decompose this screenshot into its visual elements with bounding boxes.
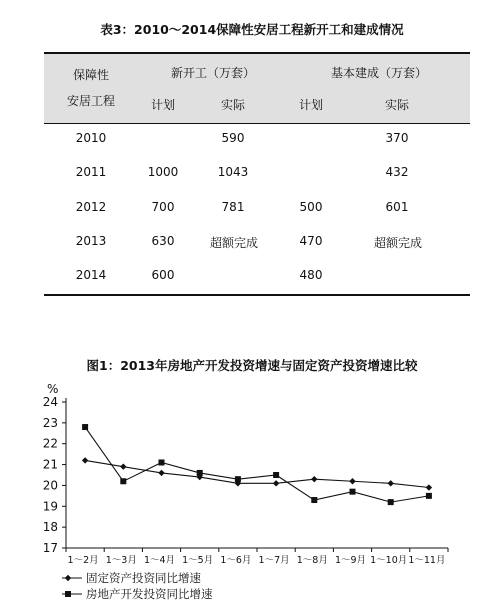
cell-new-actual: 590 (221, 131, 245, 145)
data-point-diamond (120, 463, 126, 469)
data-point-diamond (426, 484, 432, 490)
data-point-diamond (388, 480, 394, 486)
header-new-start: 新开工（万套） (170, 66, 255, 80)
chart-title: 图1：2013年房地产开发投资增速与固定资产投资增速比较 (86, 358, 418, 373)
data-point-diamond (158, 470, 164, 476)
data-point-diamond (349, 478, 355, 484)
data-point-square (65, 591, 71, 597)
chart-axes (43, 382, 448, 566)
header-basic-built: 基本建成（万套） (330, 66, 427, 80)
cell-year: 2011 (75, 165, 107, 179)
cell-built-plan: 500 (299, 200, 323, 214)
table-bottom-rule (44, 294, 470, 296)
cell-built-plan: 480 (299, 268, 323, 282)
data-point-diamond (65, 575, 71, 581)
series-2 (82, 424, 432, 505)
cell-year: 2012 (75, 200, 107, 214)
x-tick-label: 1～5月 (182, 555, 214, 566)
series-1 (82, 457, 432, 491)
y-tick-label: 24 (42, 395, 58, 409)
series-line (85, 460, 429, 487)
x-tick-label: 1～8月 (296, 555, 328, 566)
y-tick-label: 21 (42, 457, 58, 472)
y-tick-label: 23 (42, 415, 58, 430)
cell-built-actual: 601 (385, 200, 409, 214)
y-axis-unit-label: % (47, 382, 59, 396)
data-point-diamond (273, 480, 279, 486)
housing-table (44, 52, 470, 297)
cell-year: 2010 (75, 131, 107, 145)
x-tick-label: 1～11月 (408, 555, 446, 566)
data-point-square (159, 459, 165, 465)
table-title: 表3：2010～2014保障性安居工程新开工和建成情况 (100, 22, 404, 37)
cell-new-actual: 1043 (217, 165, 249, 179)
y-tick-label: 22 (42, 436, 58, 451)
data-point-square (235, 476, 241, 482)
chart-legend (62, 571, 213, 601)
data-point-square (120, 478, 126, 484)
cell-built-actual: 432 (385, 165, 409, 179)
cell-new-plan: 630 (151, 234, 175, 248)
x-tick-label: 1～9月 (334, 555, 367, 566)
data-point-square (350, 489, 356, 495)
header-built-actual: 实际 (384, 98, 409, 112)
data-point-square (426, 493, 432, 499)
row-label-line1: 保障性 (72, 68, 109, 82)
cell-built-actual: 超额完成 (373, 236, 422, 250)
legend-item (62, 587, 213, 601)
y-tick-label: 17 (42, 541, 58, 555)
data-point-square (311, 497, 317, 503)
x-tick-label: 1～7月 (258, 555, 290, 566)
growth-line-chart (0, 370, 504, 609)
data-point-diamond (311, 476, 317, 482)
cell-new-actual: 781 (221, 200, 245, 214)
y-tick-label: 19 (42, 499, 58, 514)
table-header-rule (44, 123, 470, 124)
x-tick-label: 1～6月 (220, 555, 252, 566)
cell-built-plan: 470 (299, 234, 323, 248)
cell-new-plan: 700 (151, 200, 175, 214)
data-point-square (273, 472, 279, 478)
x-tick-label: 1～3月 (105, 555, 137, 566)
header-new-actual: 实际 (220, 98, 245, 112)
row-label-line2: 安居工程 (66, 94, 115, 108)
x-tick-label: 1～4月 (143, 555, 176, 566)
series-line (85, 427, 429, 502)
legend-item (62, 571, 201, 585)
y-tick-label: 20 (42, 478, 58, 493)
data-point-diamond (82, 457, 88, 463)
chart-series (82, 424, 432, 505)
y-tick-label: 18 (42, 520, 58, 535)
data-point-square (388, 499, 394, 505)
table-top-rule (44, 52, 470, 54)
cell-new-plan: 1000 (147, 165, 179, 179)
cell-built-actual: 370 (385, 131, 409, 145)
cell-new-plan: 600 (151, 268, 175, 282)
data-point-square (197, 470, 203, 476)
cell-year: 2014 (75, 268, 107, 282)
header-new-plan: 计划 (150, 98, 175, 112)
legend-label: 固定资产投资同比增速 (86, 571, 201, 585)
x-tick-label: 1～10月 (370, 555, 408, 566)
x-tick-label: 1～2月 (67, 555, 99, 566)
legend-label: 房地产开发投资同比增速 (86, 587, 213, 601)
cell-new-actual: 超额完成 (209, 236, 258, 250)
data-point-square (82, 424, 88, 430)
header-built-plan: 计划 (298, 98, 323, 112)
cell-year: 2013 (75, 234, 107, 248)
